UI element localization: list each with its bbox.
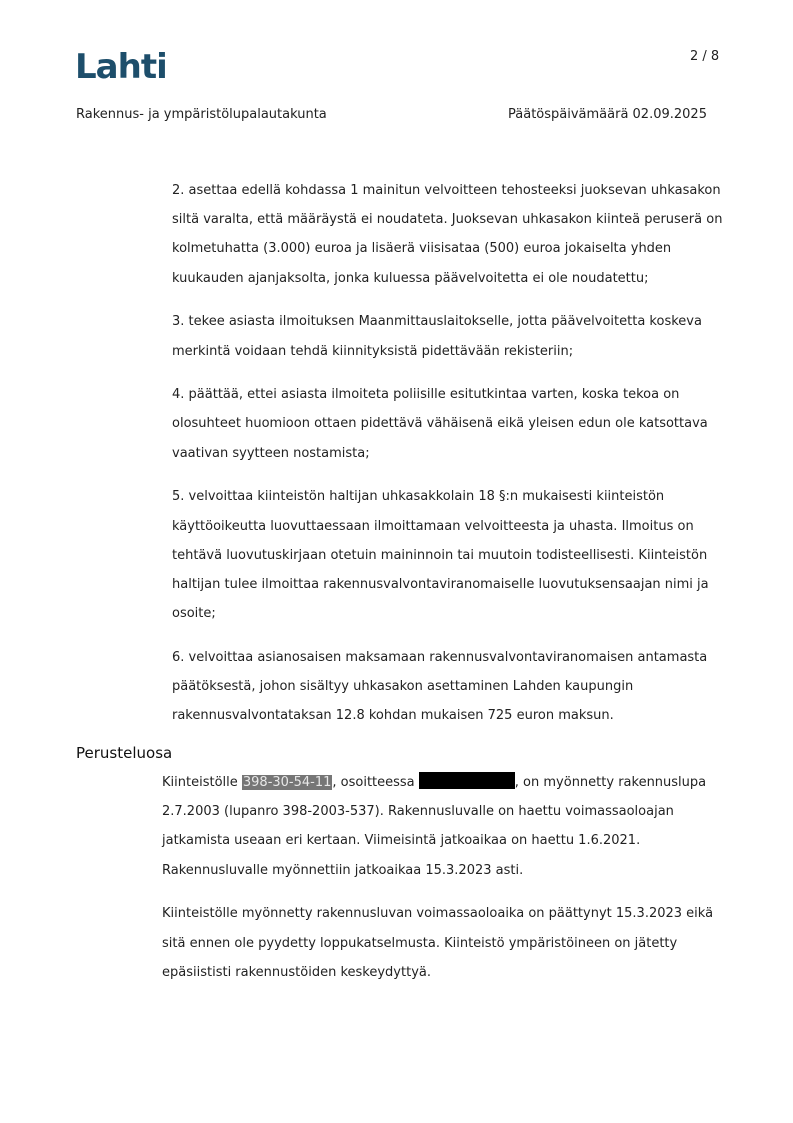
decision-item-2: 2. asettaa edellä kohdassa 1 mainitun velvoitteen tehosteeksi juoksevan uhkasakon siltä varalta, että määräystä ei noudateta. Juoksevan uhkasakon kiinteä peruserä on kolmetuhatta (3.000) euroa ja lisäerä viisisataa (500) euroa jokaiselta yhden kuukauden ajanjaksolta, jonka kuluessa päävelvoitetta ei ole noudatettu; <box>172 183 723 286</box>
decision-date: Päätöspäivämäärä 02.09.2025 <box>508 107 707 122</box>
perusteluosa-paragraph-1: Kiinteistölle 398-30-54-11, osoitteessa , on myönnetty rakennuslupa 2.7.2003 (lupanro 398-2003-537). Rakennusluvalle on haettu voimassaoloajan jatkamista useaan eri kertaan. Viimeisintä jatkoaikaa on haettu 1.6.2021. Rakennusluvalle myönnettiin jatkoaikaa 15.3.2023 asti. <box>162 768 732 885</box>
property-id-redacted: 398-30-54-11 <box>242 775 332 790</box>
decision-item-6: 6. velvoittaa asianosaisen maksamaan rakennusvalvontaviranomaisen antamasta päätöksestä, johon sisältyy uhkasakon asettaminen Lahden kaupungin rakennusvalvontataksan 12.8 kohdan mukaisen 725 euron maksun. <box>172 649 708 724</box>
section-title-perusteluosa: Perusteluosa <box>76 744 173 762</box>
department-name: Rakennus- ja ympäristölupalautakunta <box>76 107 327 122</box>
decision-item-5: 5. velvoittaa kiinteistön haltijan uhkasakkolain 18 §:n mukaisesti kiinteistön käyttöoikeutta luovuttaessaan ilmoittamaan velvoitteesta ja uhasta. Ilmoitus on tehtävä luovutuskirjaan otetuin maininnoin tai muutoin todisteellisesti. Kiinteistön haltijan tulee ilmoittaa rakennusvalvontaviranomaiselle luovutuksensaajan nimi ja osoite; <box>172 489 709 622</box>
lahti-logo <box>75 44 167 84</box>
decision-items <box>172 176 732 745</box>
perusteluosa-paragraph-2: Kiinteistölle myönnetty rakennusluvan voimassaoloaika on päättynyt 15.3.2023 eikä sitä ennen ole pyydetty loppukatselmusta. Kiinteistö ympäristöineen on jätetty epäsiististi rakennustöiden keskeydyttyä. <box>162 906 714 980</box>
logo-text: Lahti <box>75 47 167 84</box>
address-redaction <box>419 772 515 789</box>
perusteluosa-body <box>162 768 732 1001</box>
page-number: 2 / 8 <box>690 49 720 64</box>
decision-item-3: 3. tekee asiasta ilmoituksen Maanmittauslaitokselle, jotta päävelvoitetta koskeva merkintä voidaan tehdä kiinnityksistä pidettävään rekisteriin; <box>172 314 702 359</box>
decision-item-4: 4. päättää, ettei asiasta ilmoiteta poliisille esitutkintaa varten, koska tekoa on olosuhteet huomioon ottaen pidettävä vähäisenä eikä yleisen edun ole katsottava vaativan syytteen nostamista; <box>172 387 708 461</box>
